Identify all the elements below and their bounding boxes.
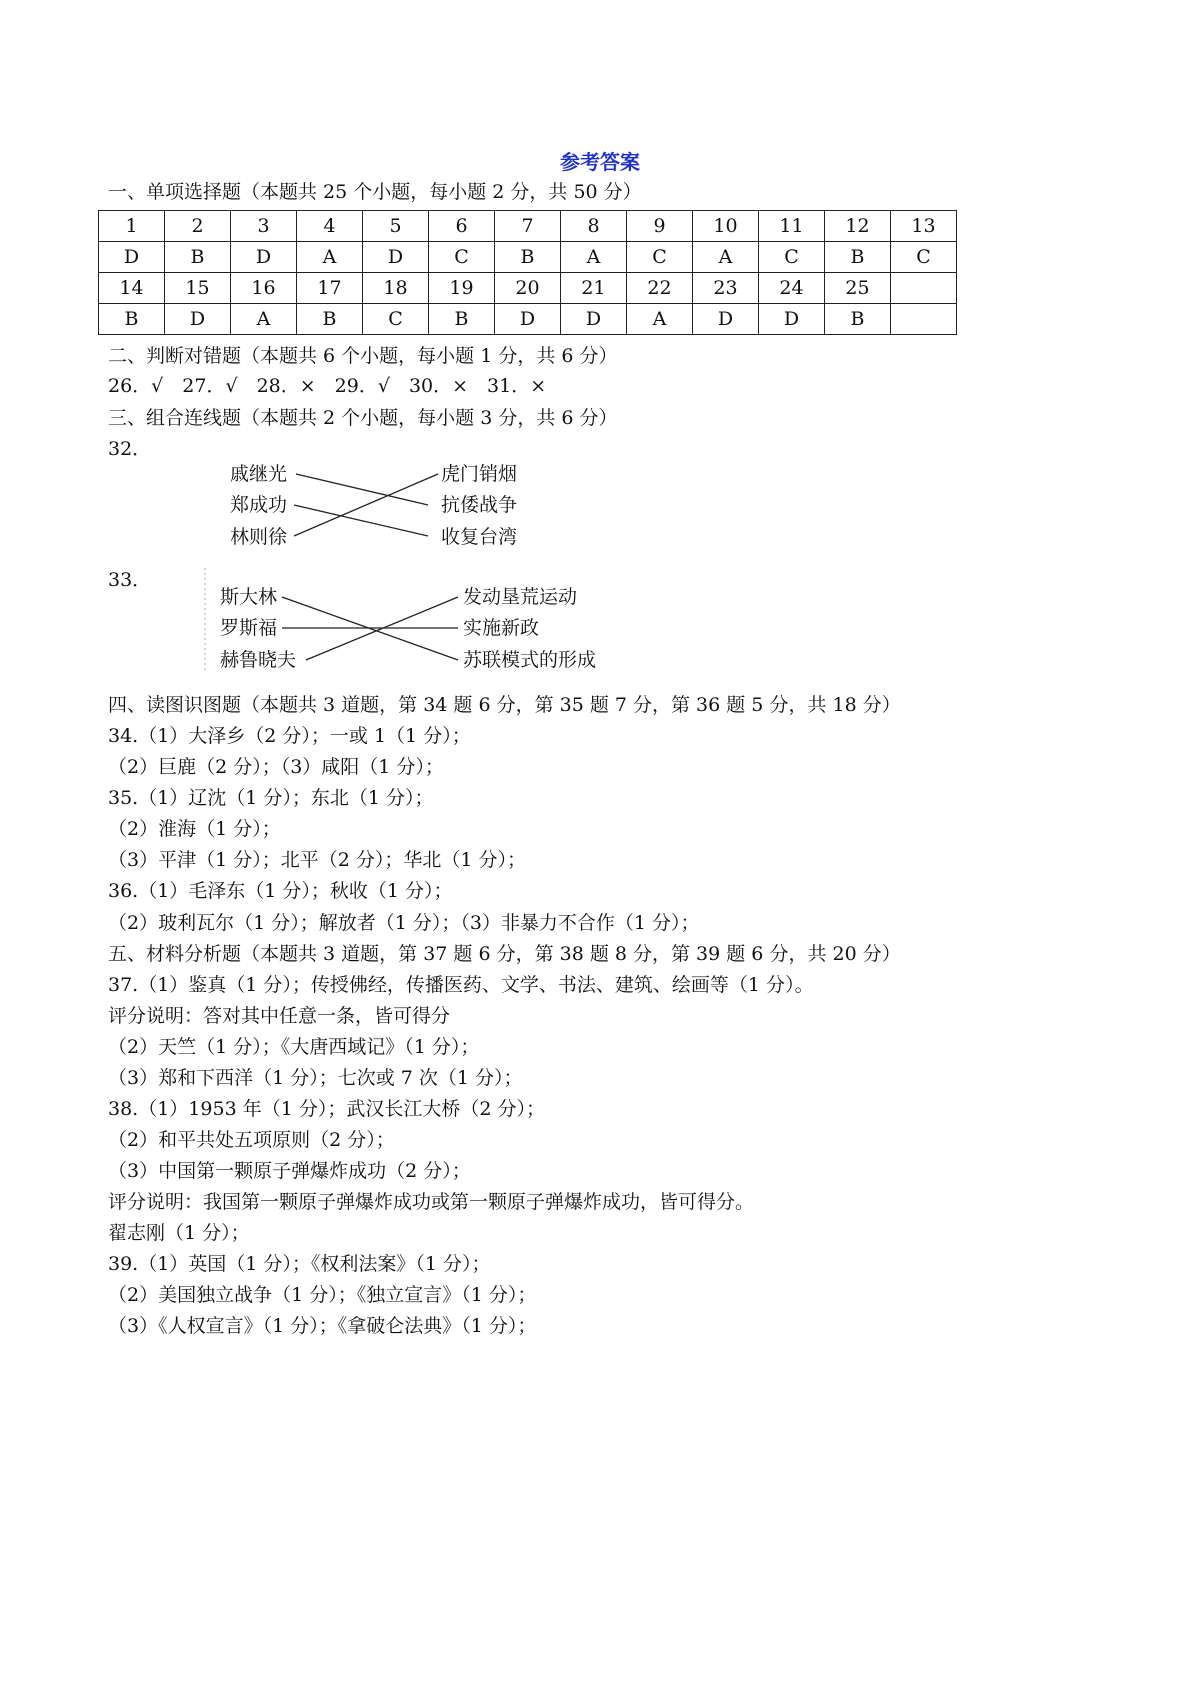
question-number: 21	[561, 273, 627, 304]
question-number: 13	[891, 211, 957, 242]
question-number: 8	[561, 211, 627, 242]
answer-line: 37.（1）鉴真（1 分）；传授佛经，传播医药、文学、书法、建筑、绘画等（1 分）。	[108, 974, 814, 996]
answer-cell: D	[495, 304, 561, 335]
question-number: 2	[165, 211, 231, 242]
q32-link-line	[294, 505, 428, 536]
q32-left-item: 戚继光	[230, 463, 288, 485]
answer-line: （2）天竺（1 分）；《大唐西域记》（1 分）；	[108, 1036, 480, 1058]
answer-line: （2）淮海（1 分）；	[108, 818, 281, 840]
q33-left-item: 罗斯福	[220, 617, 278, 639]
answer-line: 39.（1）英国（1 分）；《权利法案》（1 分）；	[108, 1253, 491, 1275]
answer-cell: C	[627, 242, 693, 273]
scoring-note: 评分说明：答对其中任意一条，皆可得分	[108, 1005, 451, 1027]
q32-label: 32．	[108, 438, 152, 460]
answer-cell: D	[363, 242, 429, 273]
answer-line: （2）美国独立战争（1 分）；《独立宣言》（1 分）；	[108, 1284, 537, 1306]
answer-line: 35.（1）辽沈（1 分）；东北（1 分）；	[108, 787, 434, 809]
answer-line: 翟志刚（1 分）；	[108, 1222, 250, 1244]
q33-left-item: 斯大林	[220, 586, 278, 608]
question-number: 6	[429, 211, 495, 242]
q32-right-item: 收复台湾	[441, 526, 518, 548]
q33-right-item: 苏联模式的形成	[463, 649, 597, 671]
answer-line: （3）中国第一颗原子弹爆炸成功（2 分）；	[108, 1160, 471, 1182]
answer-line: （3）郑和下西洋（1 分）；七次或 7 次（1 分）；	[108, 1067, 523, 1089]
question-number: 19	[429, 273, 495, 304]
answer-line: （3）平津（1 分）；北平（2 分）；华北（1 分）；	[108, 849, 526, 871]
answer-cell: A	[627, 304, 693, 335]
q33-right-item: 实施新政	[463, 617, 540, 639]
answer-cell: A	[231, 304, 297, 335]
answer-cell: D	[693, 304, 759, 335]
answer-cell: C	[363, 304, 429, 335]
answer-cell: B	[297, 304, 363, 335]
q33-left-item: 赫鲁晓夫	[220, 649, 297, 671]
question-number: 24	[759, 273, 825, 304]
question-number: 16	[231, 273, 297, 304]
q32-link-line	[294, 474, 438, 536]
section4-heading: 四、读图识图题（本题共 3 道题，第 34 题 6 分，第 35 题 7 分，第 36 题 5 分，共 18 分）	[108, 694, 901, 716]
q32-link-line	[296, 474, 428, 505]
question-number: 9	[627, 211, 693, 242]
q33-right-item: 发动垦荒运动	[463, 586, 578, 608]
question-number: 1	[99, 211, 165, 242]
answer-cell: C	[429, 242, 495, 273]
scoring-note: 评分说明：我国第一颗原子弹爆炸成功或第一颗原子弹爆炸成功，皆可得分。	[108, 1191, 755, 1213]
section3-heading: 三、组合连线题（本题共 2 个小题，每小题 3 分，共 6 分）	[108, 407, 618, 429]
question-number: 3	[231, 211, 297, 242]
answer-cell: D	[561, 304, 627, 335]
true-false-answers: 26．√ 27．√ 28．× 29．√ 30．× 31．×	[108, 375, 547, 397]
section5-heading: 五、材料分析题（本题共 3 道题，第 37 题 6 分，第 38 题 8 分，第 39 题 6 分，共 20 分）	[108, 943, 901, 965]
answer-cell: D	[99, 242, 165, 273]
q32-right-item: 虎门销烟	[441, 463, 518, 485]
answer-line: 36.（1）毛泽东（1 分）；秋收（1 分）；	[108, 880, 453, 902]
question-number: 4	[297, 211, 363, 242]
matching-lines	[0, 0, 1200, 700]
answer-cell: A	[561, 242, 627, 273]
answer-cell: A	[693, 242, 759, 273]
answer-cell: A	[297, 242, 363, 273]
answer-cell: C	[891, 242, 957, 273]
question-number: 20	[495, 273, 561, 304]
answer-cell: B	[99, 304, 165, 335]
question-number: 10	[693, 211, 759, 242]
answer-cell: B	[165, 242, 231, 273]
answer-line: 38.（1）1953 年（1 分）；武汉长江大桥（2 分）；	[108, 1098, 545, 1120]
section1-heading: 一、单项选择题（本题共 25 个小题，每小题 2 分，共 50 分）	[108, 181, 642, 203]
q32-left-item: 郑成功	[230, 494, 288, 516]
answer-line: （3）《人权宣言》（1 分）；《拿破仑法典》（1 分）；	[108, 1315, 537, 1337]
q32-left-item: 林则徐	[230, 526, 288, 548]
question-number: 18	[363, 273, 429, 304]
question-number: 5	[363, 211, 429, 242]
answer-cell: D	[231, 242, 297, 273]
answer-cell: B	[825, 242, 891, 273]
answer-cell: D	[165, 304, 231, 335]
question-number: 7	[495, 211, 561, 242]
question-number: 11	[759, 211, 825, 242]
answer-line: 34.（1）大泽乡（2 分）；一或 1（1 分）；	[108, 725, 471, 747]
question-number: 17	[297, 273, 363, 304]
section2-heading: 二、判断对错题（本题共 6 个小题，每小题 1 分，共 6 分）	[108, 345, 618, 367]
q33-label: 33．	[108, 569, 152, 591]
answer-cell: C	[759, 242, 825, 273]
page-title: 参考答案	[560, 150, 640, 174]
question-number: 22	[627, 273, 693, 304]
answer-line: （2）巨鹿（2 分）；（3）咸阳（1 分）；	[108, 756, 444, 778]
answer-cell: B	[825, 304, 891, 335]
answer-line: （2）和平共处五项原则（2 分）；	[108, 1129, 395, 1151]
question-number: 23	[693, 273, 759, 304]
q32-right-item: 抗倭战争	[441, 494, 518, 516]
answer-cell: D	[759, 304, 825, 335]
answer-cell: B	[429, 304, 495, 335]
question-number: 12	[825, 211, 891, 242]
answer-line: （2）玻利瓦尔（1 分）；解放者（1 分）；（3）非暴力不合作（1 分）；	[108, 912, 700, 934]
question-number: 15	[165, 273, 231, 304]
question-number: 14	[99, 273, 165, 304]
question-number: 25	[825, 273, 891, 304]
answer-cell: B	[495, 242, 561, 273]
